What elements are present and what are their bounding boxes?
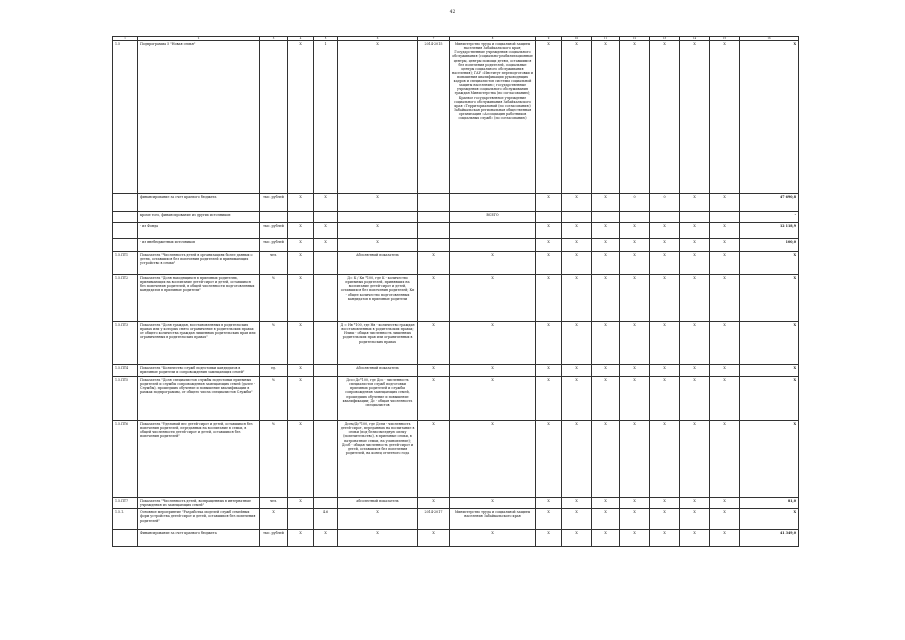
cell-col15: Х <box>710 194 740 212</box>
cell-col14: Х <box>680 41 710 194</box>
cell-executor: Х <box>450 252 536 275</box>
cell-formula: Дсо=Дс*100, где Дсо - численность специалистов служб подготовки приемных родителей и службы сопровождения замещающих семей, прошедших обучение и повышение квалификации; Дс - общая численность специалистов <box>338 377 418 421</box>
cell-formula: Х <box>338 530 418 547</box>
cell-col13 <box>650 212 680 223</box>
cell-col11: Х <box>592 365 620 377</box>
cell-col9: Х <box>536 322 562 365</box>
cell-col10: Х <box>562 377 592 421</box>
cell-col5: 4.6 <box>314 509 338 530</box>
cell-col10: Х <box>562 498 592 509</box>
cell-period: Х <box>418 252 450 275</box>
cell-formula <box>338 212 418 223</box>
column-number: 14 <box>680 37 710 41</box>
cell-name: Показатель "Доля находящихся в приемных родителях, принимающих на воспитание детей-сирот и детей, оставшихся без попечения родителей, в общей численности подготовленных кандидатов в приемные родители" <box>138 275 260 322</box>
cell-col11: Х <box>592 252 620 275</box>
cell-unit <box>260 41 288 194</box>
cell-col10: Х <box>562 509 592 530</box>
cell-col14: Х <box>680 509 710 530</box>
cell-name: - из внебюджетных источников <box>138 239 260 252</box>
cell-code <box>113 239 138 252</box>
column-number: 16 <box>740 37 799 41</box>
cell-col13: Х <box>650 509 680 530</box>
cell-col15: Х <box>710 365 740 377</box>
cell-unit: Х <box>260 509 288 530</box>
cell-col4: Х <box>288 41 314 194</box>
cell-col13: Х <box>650 377 680 421</box>
cell-col14: Х <box>680 275 710 322</box>
cell-total: 100,0 <box>740 239 799 252</box>
cell-code: 1.5.ПТ6 <box>113 421 138 498</box>
column-number: 7 <box>418 37 450 41</box>
cell-code <box>113 194 138 212</box>
cell-col11: Х <box>592 509 620 530</box>
cell-code: 1.5.ПТ4 <box>113 365 138 377</box>
cell-total: Х <box>740 252 799 275</box>
cell-executor: Х <box>450 365 536 377</box>
cell-name: Показатель "Численность детей в организациях более данных о детях, оставшихся без попечения родителей и принимающих устройство в семьи" <box>138 252 260 275</box>
cell-col9: Х <box>536 252 562 275</box>
cell-col10: Х <box>562 239 592 252</box>
cell-period: Х <box>418 530 450 547</box>
cell-col14: Х <box>680 498 710 509</box>
cell-total: Х <box>740 377 799 421</box>
cell-col4 <box>288 212 314 223</box>
cell-formula: Д = Нв *100, где Нв - количество граждан восстановленных в родительских правах; Нлиш - общая численность лишенных родительских прав или ограниченных в родительских правах <box>338 322 418 365</box>
cell-col5 <box>314 421 338 498</box>
table-row <box>113 530 799 547</box>
cell-col9: Х <box>536 239 562 252</box>
cell-col15: Х <box>710 322 740 365</box>
column-number: 13 <box>650 37 680 41</box>
cell-period: Х <box>418 275 450 322</box>
cell-name: Показатель "Удельный вес детей-сирот и детей, оставшихся без попечения родителей, переданных на воспитание в семьи, в общей численности детей-сирот и детей, оставшихся без попечения родителей" <box>138 421 260 498</box>
cell-col10: Х <box>562 41 592 194</box>
cell-unit: % <box>260 377 288 421</box>
cell-col14: Х <box>680 239 710 252</box>
cell-unit: % <box>260 275 288 322</box>
column-number: 10 <box>562 37 592 41</box>
program-table <box>112 36 799 547</box>
cell-col10: Х <box>562 275 592 322</box>
cell-col4: Х <box>288 223 314 239</box>
cell-name: Основное мероприятие "Разработка моделей служб семейных форм устройства детей-сирот и детей, оставшихся без попечения родителей" <box>138 509 260 530</box>
cell-period: Х <box>418 421 450 498</box>
cell-col9: Х <box>536 421 562 498</box>
cell-col12: Х <box>620 365 650 377</box>
cell-col13: Х <box>650 322 680 365</box>
cell-col4: Х <box>288 421 314 498</box>
cell-col11: Х <box>592 41 620 194</box>
cell-col4: Х <box>288 322 314 365</box>
cell-col13: 0 <box>650 194 680 212</box>
table-row <box>113 212 799 223</box>
cell-total: 81,0 <box>740 498 799 509</box>
cell-period: Х <box>418 498 450 509</box>
cell-col12: Х <box>620 239 650 252</box>
cell-col12: Х <box>620 530 650 547</box>
cell-code <box>113 530 138 547</box>
cell-unit: % <box>260 421 288 498</box>
cell-executor <box>450 239 536 252</box>
cell-col14 <box>680 212 710 223</box>
cell-executor: Министерство труда и социальной защиты населения Забайкальского края; Государственные учреждения социального обслуживания (социально-реабилитационные центры, центры помощи детям, оставшимся без попечения родителей, социальные центры социального обслуживания населения); ГАУ «Институт переподготовки и повышения квалификации руководящих кадров и специалистов системы социальной защиты населения»; государственные учреждения социального обслуживания граждан Министерства (по согласованию); Краевое государственное учреждение социального обслуживания Забайкальского края «Территориальный (по согласованию) Забайкальская региональная общественная организация «Ассоциация работников социальных служб» (по согласованию) <box>450 41 536 194</box>
cell-total: Х <box>740 41 799 194</box>
cell-executor: Х <box>450 421 536 498</box>
cell-period: Х <box>418 322 450 365</box>
cell-name: Показатель "Доля граждан, восстановленных в родительских правах или у которых снято ограничение в родительских правах от общего количества граждан лишенных родительских прав или ограниченных в родительских правах" <box>138 322 260 365</box>
cell-col4 <box>288 509 314 530</box>
cell-total: 12 118,9 <box>740 223 799 239</box>
column-number: 4 <box>288 37 314 41</box>
cell-col9: Х <box>536 41 562 194</box>
cell-col5 <box>314 322 338 365</box>
cell-col15: Х <box>710 530 740 547</box>
cell-col14: Х <box>680 530 710 547</box>
cell-col13: Х <box>650 41 680 194</box>
cell-executor: Х <box>450 530 536 547</box>
cell-col10 <box>562 212 592 223</box>
cell-col9: Х <box>536 275 562 322</box>
cell-period <box>418 212 450 223</box>
cell-col12: Х <box>620 252 650 275</box>
cell-period: Х <box>418 377 450 421</box>
cell-col11: Х <box>592 377 620 421</box>
cell-col4: Х <box>288 239 314 252</box>
table-row <box>113 421 799 498</box>
cell-formula: Х <box>338 239 418 252</box>
cell-formula: Х <box>338 194 418 212</box>
cell-col13: Х <box>650 365 680 377</box>
cell-col9: Х <box>536 365 562 377</box>
cell-col14: Х <box>680 377 710 421</box>
cell-col15: Х <box>710 421 740 498</box>
cell-col12: Х <box>620 322 650 365</box>
cell-col12: Х <box>620 421 650 498</box>
cell-col4: Х <box>288 530 314 547</box>
cell-name: Показатель "Доля специалистов службы подготовки приемных родителей и службы сопровождения замещающих семей (далее - Службы), прошедших обучение и повышение квалификации в рамках подпрограммы, от общего числа специалистов Службы" <box>138 377 260 421</box>
cell-unit: тыс. рублей <box>260 239 288 252</box>
table-row <box>113 322 799 365</box>
cell-col10: Х <box>562 365 592 377</box>
cell-col15: Х <box>710 377 740 421</box>
cell-col11 <box>592 212 620 223</box>
column-number: 5 <box>314 37 338 41</box>
cell-col9: Х <box>536 509 562 530</box>
cell-period: 2014-2017 <box>418 509 450 530</box>
column-number: 9 <box>536 37 562 41</box>
table-row <box>113 223 799 239</box>
cell-executor <box>450 223 536 239</box>
cell-col14: Х <box>680 421 710 498</box>
cell-col13: Х <box>650 223 680 239</box>
cell-code: 1.5.ПТ7 <box>113 498 138 509</box>
cell-col4: Х <box>288 194 314 212</box>
cell-col5 <box>314 365 338 377</box>
cell-col12: 0 <box>620 194 650 212</box>
cell-col13: Х <box>650 421 680 498</box>
cell-col4: Х <box>288 498 314 509</box>
cell-col5 <box>314 252 338 275</box>
cell-unit: % <box>260 322 288 365</box>
cell-col12: Х <box>620 377 650 421</box>
cell-col5 <box>314 212 338 223</box>
cell-col14: Х <box>680 194 710 212</box>
cell-period <box>418 239 450 252</box>
cell-col4: Х <box>288 377 314 421</box>
cell-col11: Х <box>592 223 620 239</box>
cell-total: Х <box>740 421 799 498</box>
cell-col11: Х <box>592 275 620 322</box>
table-row <box>113 498 799 509</box>
cell-col9: Х <box>536 194 562 212</box>
cell-col12: Х <box>620 223 650 239</box>
cell-col9: Х <box>536 223 562 239</box>
cell-formula: Х <box>338 223 418 239</box>
cell-total: - <box>740 212 799 223</box>
cell-executor: Х <box>450 322 536 365</box>
cell-col15: Х <box>710 239 740 252</box>
cell-col11: Х <box>592 194 620 212</box>
cell-executor: ВСЕГО <box>450 212 536 223</box>
cell-period: 2014-2015 <box>418 41 450 194</box>
cell-formula: Д= К / Кп *100, где К - количество приемных родителей, принявших на воспитание детей-сирот и детей, оставшихся без попечения родителей; Кп - общее количество подготовленных кандидатов в приемные родители <box>338 275 418 322</box>
cell-col15: Х <box>710 223 740 239</box>
cell-total: Х <box>740 509 799 530</box>
cell-formula: абсолютный показатель <box>338 498 418 509</box>
column-number: 3 <box>260 37 288 41</box>
cell-code: 1.5.ПТ1 <box>113 252 138 275</box>
cell-col10: Х <box>562 421 592 498</box>
cell-code: 1.5 <box>113 41 138 194</box>
cell-formula: Х <box>338 41 418 194</box>
cell-col11: Х <box>592 530 620 547</box>
cell-total: Х <box>740 275 799 322</box>
cell-total: Х <box>740 322 799 365</box>
cell-unit <box>260 212 288 223</box>
cell-col5: Х <box>314 239 338 252</box>
column-number: 2 <box>138 37 260 41</box>
cell-name: кроме того, финансирование из других источников: <box>138 212 260 223</box>
cell-col9: Х <box>536 377 562 421</box>
cell-executor: Х <box>450 377 536 421</box>
cell-period: Х <box>418 365 450 377</box>
cell-col11: Х <box>592 322 620 365</box>
cell-formula: Дсем/Дс*100, где Дсем - численность детей-сирот, переданных на воспитание в семьи (под безвозмездную опеку (попечительство), в приемные семьи, в патронатные семьи, на усыновление); Дсоб - общая численность детей-сирот и детей, оставшихся без попечения родителей, на конец отчетного года <box>338 421 418 498</box>
table-row <box>113 194 799 212</box>
table-row <box>113 509 799 530</box>
cell-col5 <box>314 498 338 509</box>
cell-executor: Х <box>450 498 536 509</box>
cell-col10: Х <box>562 530 592 547</box>
cell-col9 <box>536 212 562 223</box>
cell-code: 1.5.ПТ2 <box>113 275 138 322</box>
cell-col12: Х <box>620 509 650 530</box>
cell-col13: Х <box>650 252 680 275</box>
cell-col11: Х <box>592 498 620 509</box>
cell-col5: 1 <box>314 41 338 194</box>
table-row <box>113 252 799 275</box>
page-number: 42 <box>449 10 456 15</box>
column-number: 11 <box>592 37 620 41</box>
cell-col10: Х <box>562 223 592 239</box>
cell-period <box>418 194 450 212</box>
cell-col14: Х <box>680 252 710 275</box>
cell-code <box>113 223 138 239</box>
cell-col14: Х <box>680 322 710 365</box>
cell-formula: Х <box>338 509 418 530</box>
cell-code <box>113 212 138 223</box>
cell-formula: Абсолютный показатель <box>338 365 418 377</box>
cell-col12: Х <box>620 498 650 509</box>
cell-unit: чел. <box>260 252 288 275</box>
cell-col13: Х <box>650 275 680 322</box>
cell-col4: Х <box>288 275 314 322</box>
cell-name: Показатель "Численность детей, возвращенных в интернатные учреждения из замещающих семей" <box>138 498 260 509</box>
cell-col5 <box>314 275 338 322</box>
cell-code: 1.5.1. <box>113 509 138 530</box>
cell-unit: тыс. рублей <box>260 530 288 547</box>
column-number: 12 <box>620 37 650 41</box>
cell-col15: Х <box>710 252 740 275</box>
cell-col14: Х <box>680 365 710 377</box>
column-number: 1 <box>113 37 138 41</box>
cell-executor: Х <box>450 275 536 322</box>
cell-col10: Х <box>562 194 592 212</box>
cell-col13: Х <box>650 239 680 252</box>
cell-col15: Х <box>710 41 740 194</box>
cell-executor: Министерство труда и социальной защиты населения Забайкальского края <box>450 509 536 530</box>
cell-unit: ед. <box>260 365 288 377</box>
cell-code: 1.5.ПТ5 <box>113 377 138 421</box>
column-number: 15 <box>710 37 740 41</box>
cell-col14: Х <box>680 223 710 239</box>
cell-col13: Х <box>650 498 680 509</box>
cell-unit: чел. <box>260 498 288 509</box>
column-number: 6 <box>338 37 418 41</box>
cell-name: финансирование за счет краевого бюджета <box>138 194 260 212</box>
cell-col12: Х <box>620 41 650 194</box>
cell-col10: Х <box>562 252 592 275</box>
cell-total: 47 690,8 <box>740 194 799 212</box>
cell-col10: Х <box>562 322 592 365</box>
column-number: 8 <box>450 37 536 41</box>
cell-col13: Х <box>650 530 680 547</box>
cell-name: Показатель "Количество служб подготовки кандидатов в приемные родители и сопровождения замещающих семей" <box>138 365 260 377</box>
cell-col4: Х <box>288 252 314 275</box>
cell-total: Х <box>740 365 799 377</box>
cell-name: - из Фонда <box>138 223 260 239</box>
cell-col4: Х <box>288 365 314 377</box>
cell-code: 1.5.ПТ3 <box>113 322 138 365</box>
cell-col5 <box>314 377 338 421</box>
cell-total: 41 349,0 <box>740 530 799 547</box>
cell-col5: Х <box>314 194 338 212</box>
cell-col11: Х <box>592 239 620 252</box>
table-row <box>113 275 799 322</box>
cell-executor <box>450 194 536 212</box>
table-row <box>113 365 799 377</box>
cell-col9: Х <box>536 530 562 547</box>
cell-unit: тыс. рублей <box>260 194 288 212</box>
cell-col9: Х <box>536 498 562 509</box>
cell-unit: тыс. рублей <box>260 223 288 239</box>
cell-col15: Х <box>710 509 740 530</box>
cell-col5: Х <box>314 530 338 547</box>
cell-name: Финансирование за счет краевого бюджета <box>138 530 260 547</box>
cell-col12: Х <box>620 275 650 322</box>
table-row <box>113 239 799 252</box>
cell-col5: Х <box>314 223 338 239</box>
cell-col12 <box>620 212 650 223</box>
table-row <box>113 41 799 194</box>
cell-col15: Х <box>710 498 740 509</box>
table-row <box>113 377 799 421</box>
cell-col11: Х <box>592 421 620 498</box>
cell-formula: Абсолютный показатель <box>338 252 418 275</box>
cell-name: Подпрограмма 5 "Новая семья" <box>138 41 260 194</box>
cell-period <box>418 223 450 239</box>
cell-col15: Х <box>710 275 740 322</box>
cell-col15 <box>710 212 740 223</box>
